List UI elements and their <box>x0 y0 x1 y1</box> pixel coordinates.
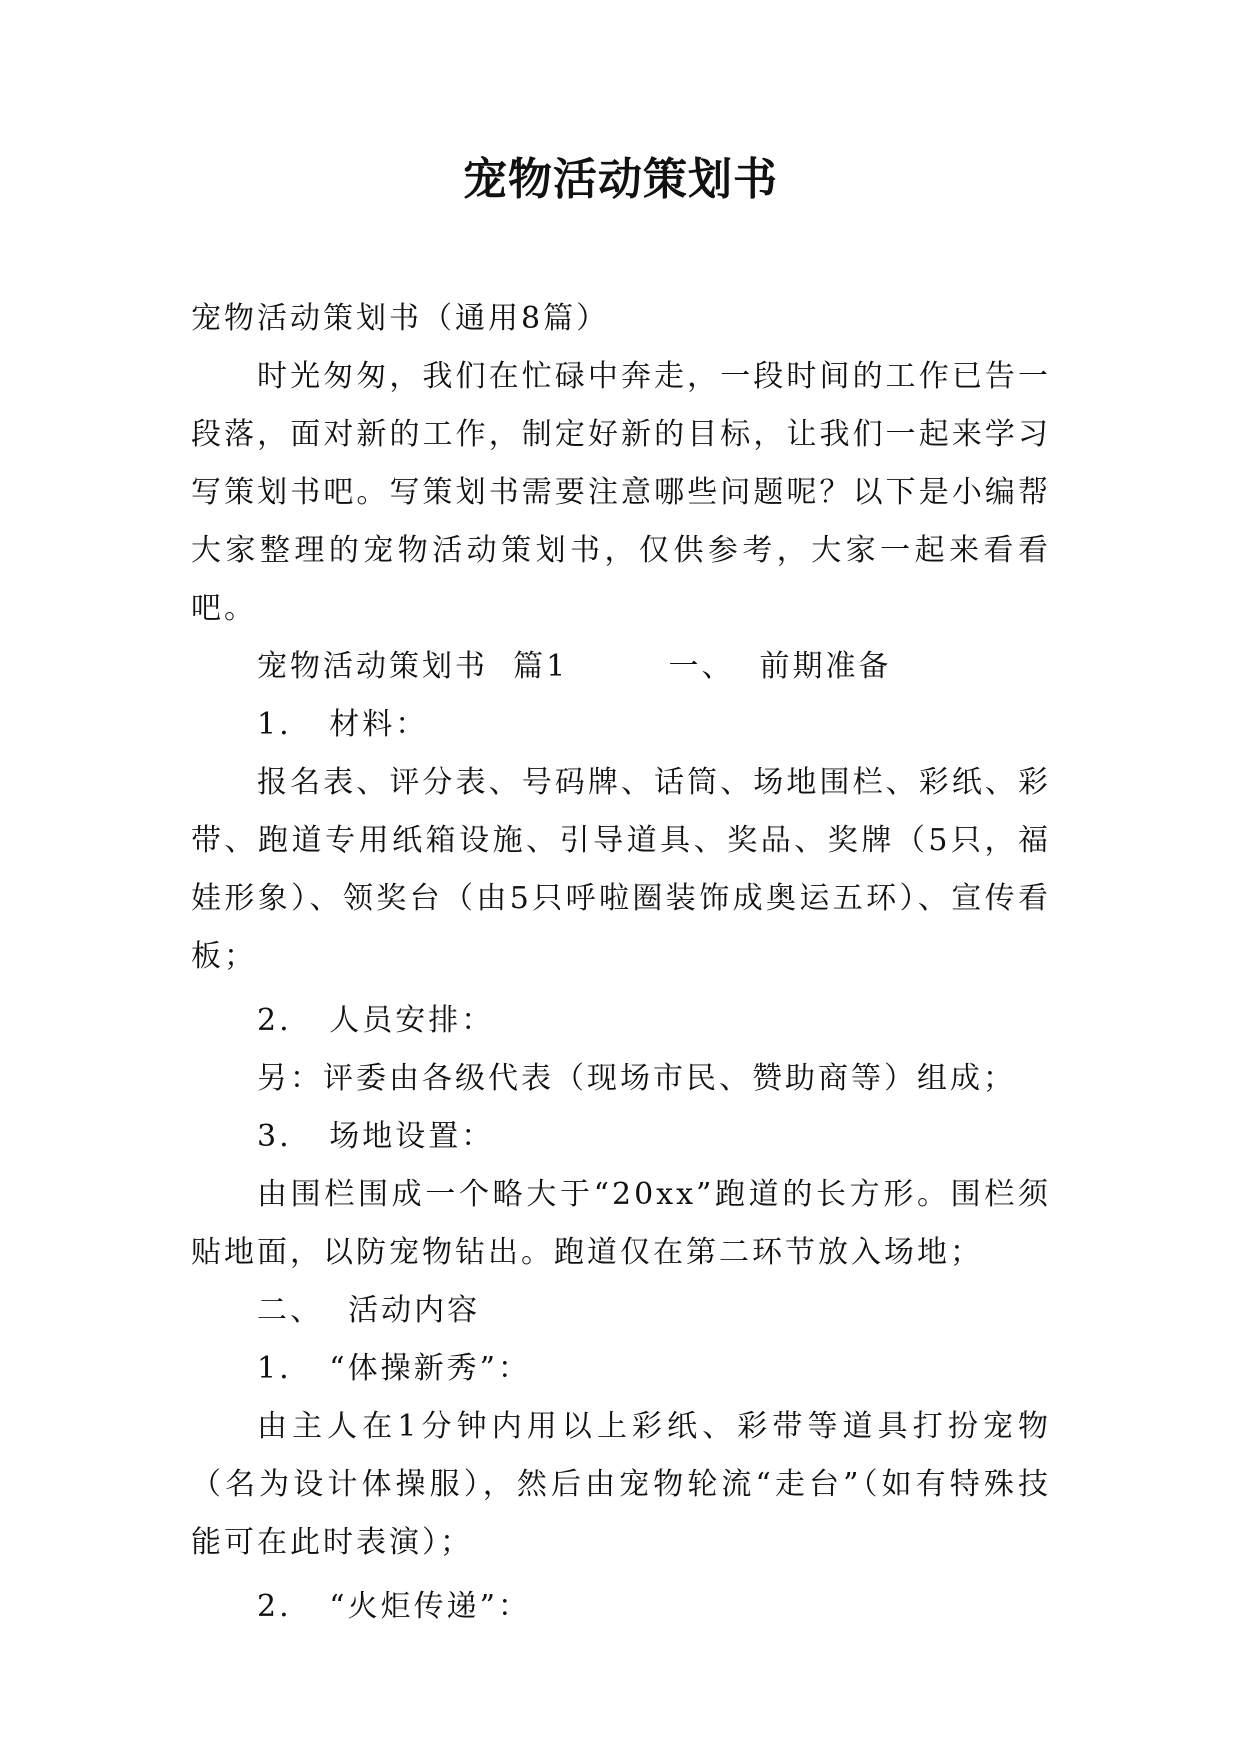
item-heading-venue: 3. 场地设置： <box>257 1119 495 1154</box>
staff-paragraph: 另：评委由各级代表（现场市民、赞助商等）组成； <box>257 1061 1016 1096</box>
item-heading-gymnastics: 1. “体操新秀”： <box>257 1351 531 1386</box>
item-heading-staff: 2. 人员安排： <box>257 1003 495 1038</box>
venue-paragraph: 由围栏围成一个略大于“20xx”跑道的长方形。围栏须贴地面，以防宠物钻出。跑道仅在第二环节放入场地； <box>191 1177 1051 1270</box>
section-heading-preparation: 宠物活动策划书 篇1 一、 前期准备 <box>257 649 892 684</box>
document-body <box>191 290 1051 1636</box>
intro-paragraph: 时光匆匆，我们在忙碌中奔走，一段时间的工作已告一段落，面对新的工作，制定好新的目标，让我们一起来学习写策划书吧。写策划书需要注意哪些问题呢？以下是小编帮大家整理的宠物活动策划书，仅供参考，大家一起来看看吧。 <box>191 359 1051 626</box>
document-title: 宠物活动策划书 <box>463 154 778 205</box>
gymnastics-paragraph: 由主人在1分钟内用以上彩纸、彩带等道具打扮宠物（名为设计体操服），然后由宠物轮流“走台”（如有特殊技能可在此时表演）； <box>191 1409 1051 1560</box>
item-heading-torch-relay: 2. “火炬传递”： <box>257 1589 531 1624</box>
section-heading-activities: 二、 活动内容 <box>257 1293 481 1328</box>
subtitle-paragraph: 宠物活动策划书（通用8篇） <box>191 301 610 336</box>
item-heading-materials: 1. 材料： <box>257 707 429 742</box>
materials-paragraph: 报名表、评分表、号码牌、话筒、场地围栏、彩纸、彩带、跑道专用纸箱设施、引导道具、奖品、奖牌（5只，福娃形象）、领奖台（由5只呼啦圈装饰成奥运五环）、宣传看板； <box>191 765 1051 974</box>
